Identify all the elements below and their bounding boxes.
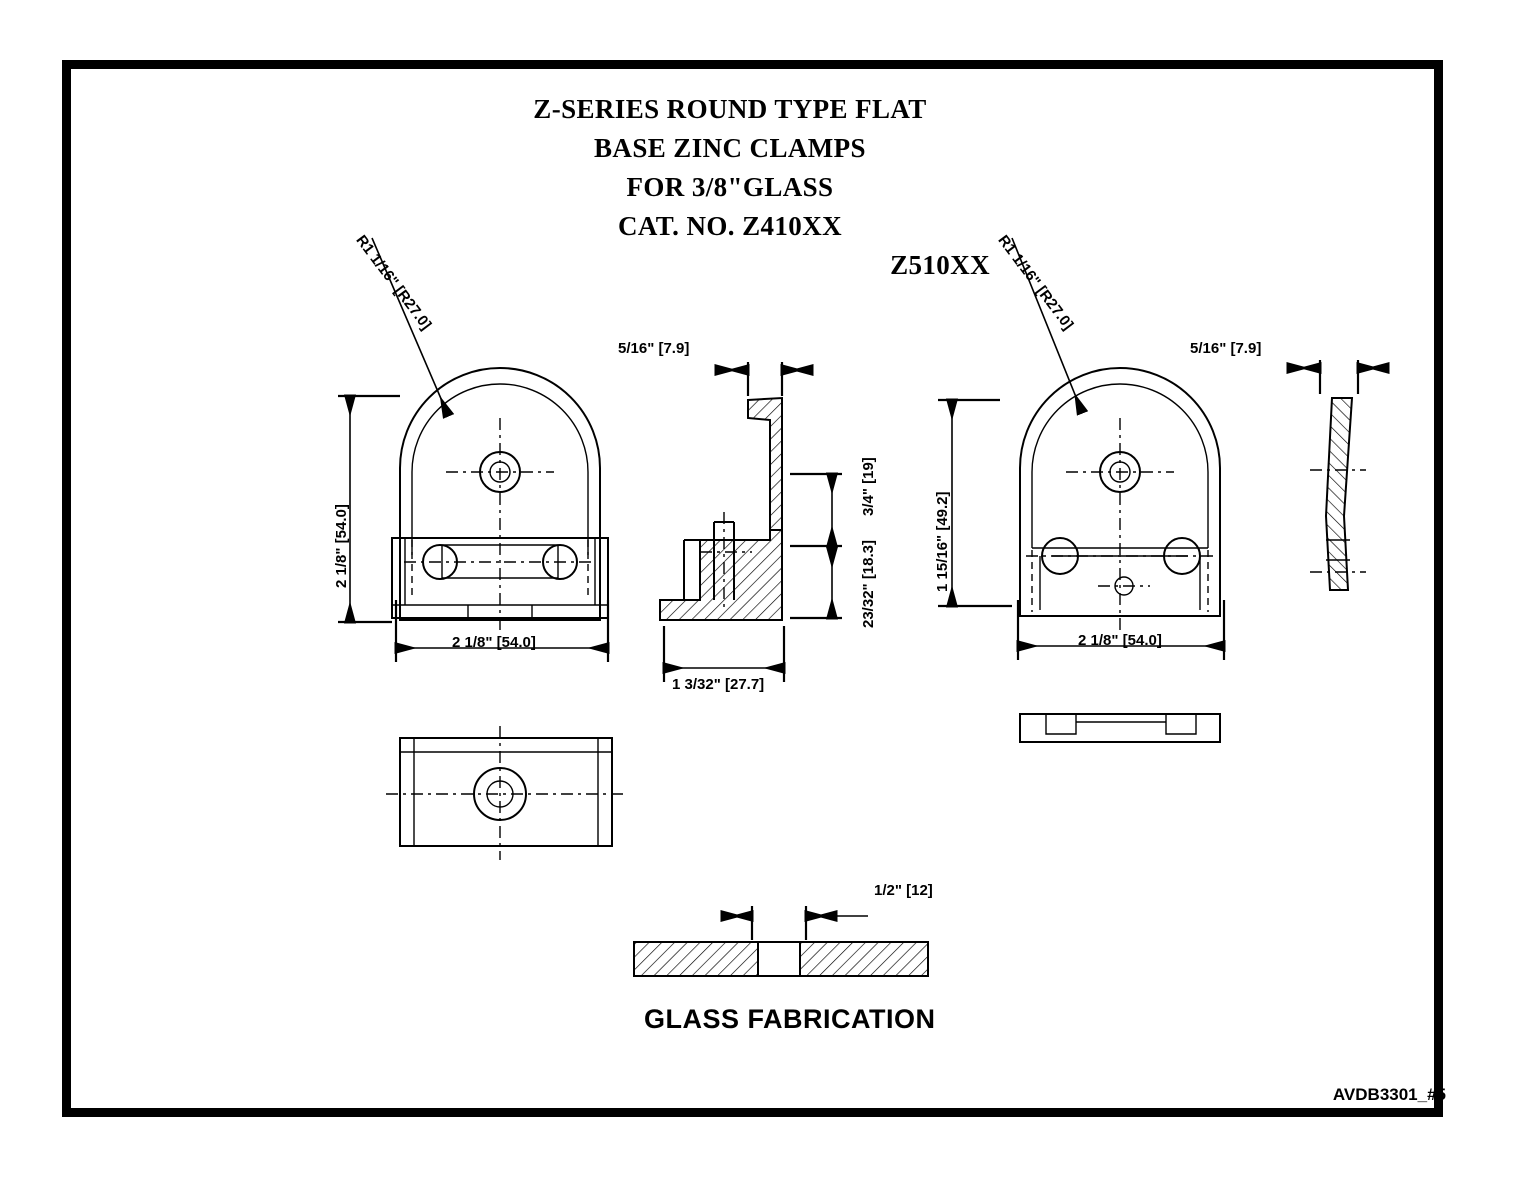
right-width-dim: 2 1/8" [54.0]: [1078, 632, 1162, 649]
left-height-dim: 2 1/8" [54.0]: [333, 504, 350, 588]
left-side-mid-dim: 3/4" [19]: [860, 457, 877, 516]
title-line-3: FOR 3/8"GLASS: [626, 172, 834, 202]
title-block: [380, 90, 1080, 285]
drawing-number: AVDB3301_#5: [1332, 1085, 1446, 1104]
left-side-lower-dim: 23/32" [18.3]: [860, 539, 877, 628]
title-line-5: Z510XX: [890, 250, 990, 280]
title-line-4: CAT. NO. Z410XX: [617, 211, 842, 241]
left-width-dim: 2 1/8" [54.0]: [452, 634, 536, 651]
left-side-top-dim: 5/16" [7.9]: [618, 340, 690, 357]
right-height-dim: 1 15/16" [49.2]: [934, 491, 951, 592]
right-side-top-dim: 5/16" [7.9]: [1190, 340, 1262, 357]
glass-fabrication-label: GLASS FABRICATION: [644, 1004, 936, 1034]
left-side-base-dim: 1 3/32" [27.7]: [672, 676, 765, 693]
title-line-2: BASE ZINC CLAMPS: [594, 133, 866, 163]
title-line-1: Z-SERIES ROUND TYPE FLAT: [533, 94, 927, 124]
left-radius-note: R1 1/16" [R27.0]: [352, 232, 435, 334]
glass-slot-dim: 1/2" [12]: [874, 882, 933, 899]
right-radius-note: R1 1/16" [R27.0]: [994, 232, 1077, 334]
